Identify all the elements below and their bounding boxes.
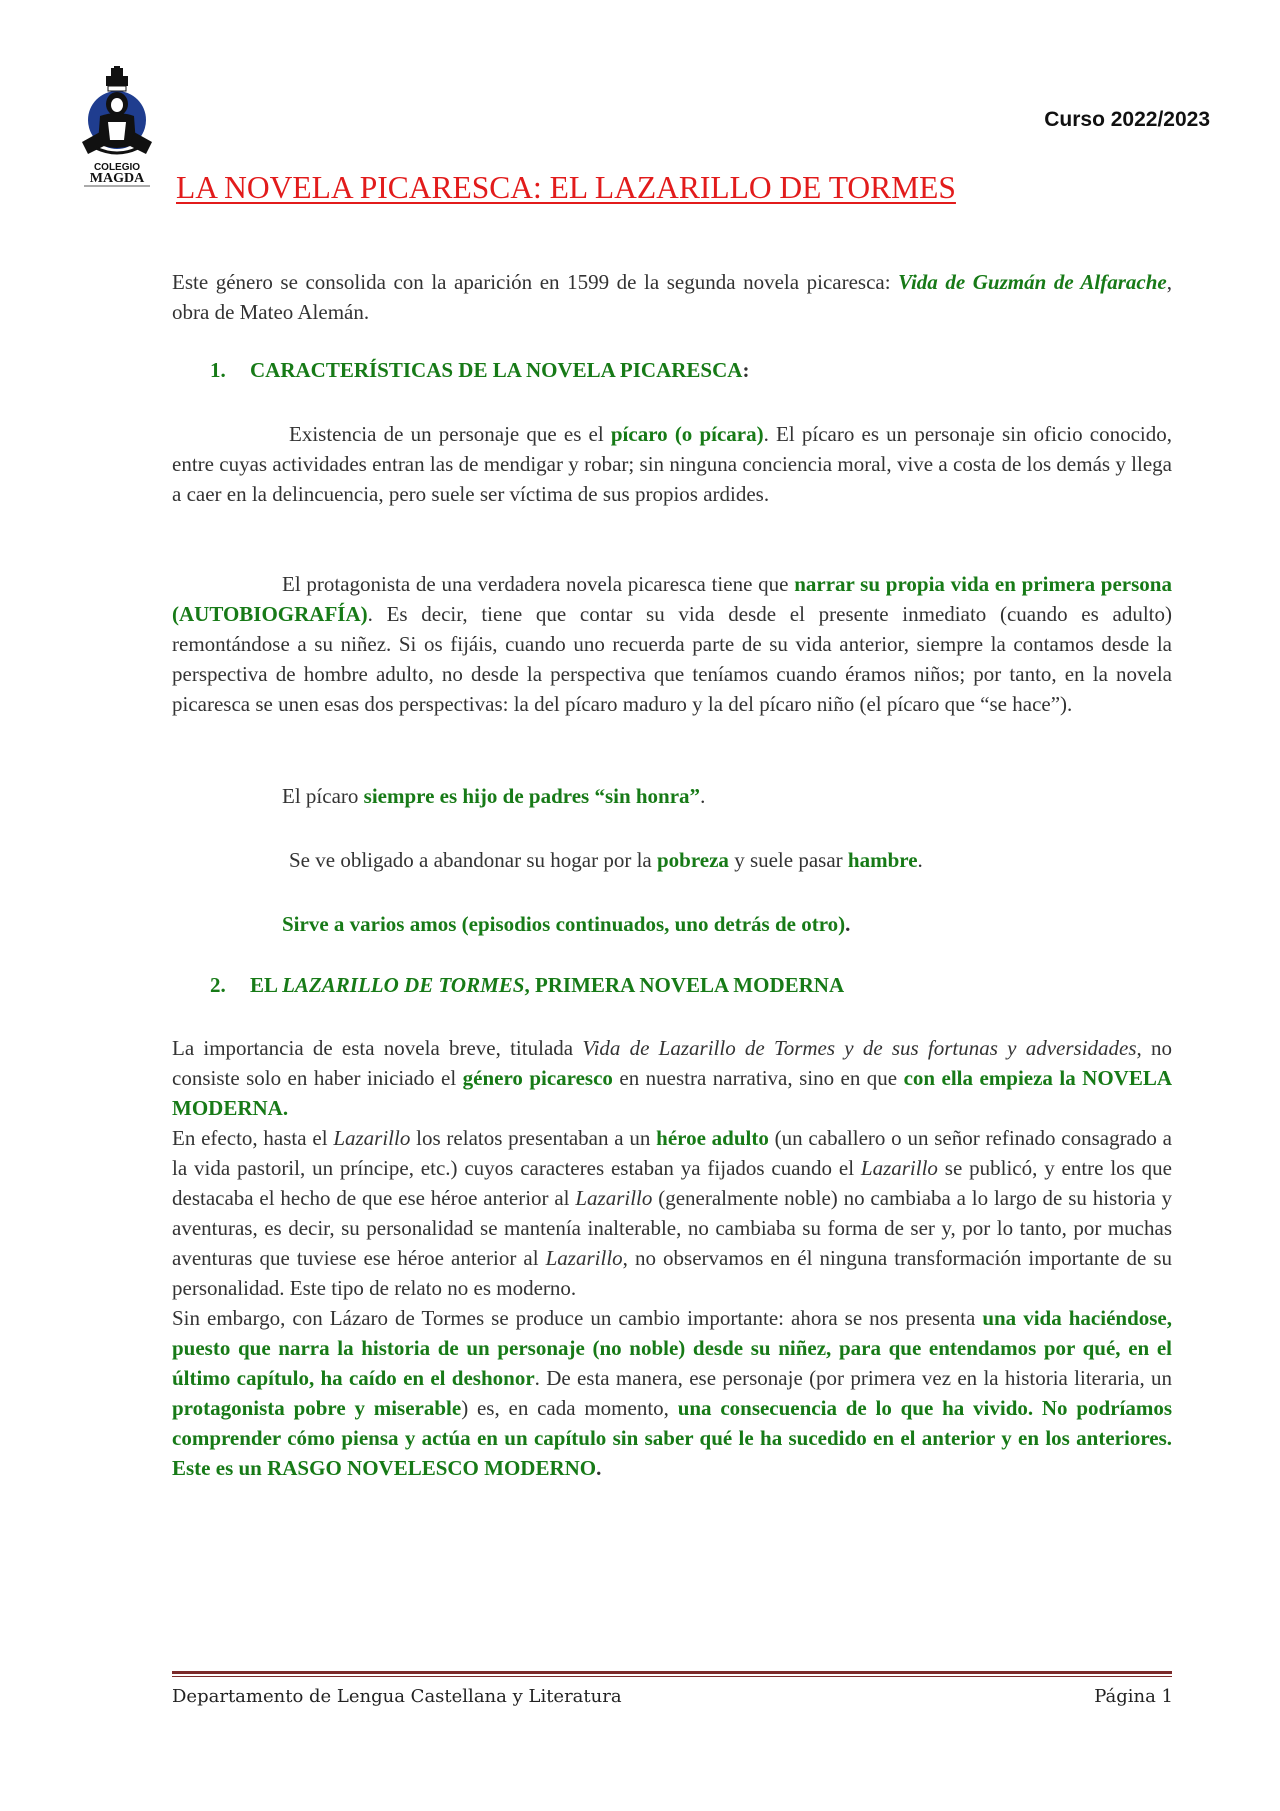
intro-paragraph xyxy=(172,267,1172,327)
section-1-paragraph-3 xyxy=(172,781,1172,811)
page-title: LA NOVELA PICARESCA: EL LAZARILLO DE TORMES xyxy=(176,170,956,205)
section-2-title-post: , PRIMERA NOVELA MODERNA xyxy=(524,973,845,997)
footer-rule-thin xyxy=(172,1676,1172,1677)
s1p2-text-2: . Es decir, tiene que contar su vida desde el presente inmediato (cuando es adulto) remontándose a su niñez. Si os fijáis, cuando uno recuerda parte de su vida anterior, siempre la contamos desde la perspectiva de hombre adulto, no desde la perspectiva que teníamos cuando éramos niños; por tanto, en la novela picaresca se unen esas dos perspectivas: la del pícaro maduro y la del pícaro niño (el pícaro que “se hace”). xyxy=(172,602,1172,716)
section-1-paragraph-4 xyxy=(172,845,1172,875)
section-1-paragraph-5 xyxy=(172,909,1172,939)
s1p3-highlight-sin-honra: siempre es hijo de padres “sin honra” xyxy=(363,784,701,808)
s2p2-lazarillo-1: Lazarillo xyxy=(333,1126,411,1150)
s1p1-text-2: . El pícaro es un personaje sin oficio conocido, entre cuyas actividades entran las de mendigar y robar; sin ninguna conciencia moral, vive a costa de los demás y llega a caer en la delincuencia, pero suele ser víctima de sus propios ardides. xyxy=(172,422,1172,506)
s2p3-text-4: . xyxy=(596,1456,602,1480)
s2p3-text-3: ) es, en cada momento, xyxy=(461,1396,678,1420)
section-1-title: CARACTERÍSTICAS DE LA NOVELA PICARESCA xyxy=(250,358,743,382)
s2p1-highlight-genero: género picaresco xyxy=(462,1066,613,1090)
s2p2-lazarillo-3: Lazarillo xyxy=(575,1186,653,1210)
s1p2-highlight-autobiografia: narrar su propia vida en primera persona (AUTOBIOGRAFÍA) xyxy=(172,572,1172,626)
intro-text-2: , obra de Mateo Alemán. xyxy=(172,270,1172,324)
section-2-title-pre: EL xyxy=(250,973,283,997)
s1p4-highlight-pobreza: pobreza xyxy=(656,848,729,872)
s1p4-text-1: Se ve obligado a abandonar su hogar por la xyxy=(289,848,657,872)
work-title-guzman: Vida de Guzmán de Alfarache xyxy=(898,270,1167,294)
school-logo xyxy=(78,66,156,188)
s2p2-text-4: se publicó, y entre los que destacaba el hecho de que ese héroe anterior al xyxy=(172,1156,1173,1210)
s2p2-text-5: (generalmente noble) no cambiaba a lo largo de su historia y aventuras, es decir, su personalidad se mantenía inalterable, no cambiaba su forma de ser y, por lo tanto, por muchas aventuras que tuviese ese héroe anterior al xyxy=(172,1186,1172,1270)
section-2-heading xyxy=(210,973,844,998)
section-1-paragraph-1 xyxy=(172,419,1172,509)
s2p2-highlight-heroe: héroe adulto xyxy=(656,1126,769,1150)
s1p4-text-2: y suele pasar xyxy=(728,848,848,872)
s1p1-highlight-picaro: pícaro (o pícara) xyxy=(610,422,764,446)
intro-text-1: Este género se consolida con la aparición en 1599 de la segunda novela picaresca: xyxy=(172,270,899,294)
logo-text-magda: MAGDA xyxy=(89,171,145,186)
s2p1-highlight-novela-moderna: con ella empieza la NOVELA MODERNA. xyxy=(172,1066,1173,1120)
s2p2-text-6: , no observamos en él ninguna transformación importante de su personalidad. Este tipo de relato no es moderno. xyxy=(172,1246,1173,1300)
footer-rule-thick xyxy=(172,1671,1172,1674)
section-1-number: 1. xyxy=(210,358,226,382)
course-year: Curso 2022/2023 xyxy=(1044,108,1210,131)
footer-page-number: Página 1 xyxy=(1094,1686,1173,1707)
section-1-paragraph-2 xyxy=(172,569,1172,719)
s2p1-text-2: , no consiste solo en haber iniciado el xyxy=(172,1036,1173,1090)
s1p2-text-1: El protagonista de una verdadera novela picaresca tiene que xyxy=(282,572,795,596)
section-2-title-italic: LAZARILLO DE TORMES xyxy=(282,973,525,997)
s2p1-text-3: en nuestra narrativa, sino en que xyxy=(612,1066,904,1090)
s2p3-highlight-rasgo: una consecuencia de lo que ha vivido. No podríamos comprender cómo piensa y actúa en un capítulo sin saber qué le ha sucedido en el anterior y en los anteriores. Este es un RASGO NOVELESCO MODERNO xyxy=(172,1396,1173,1480)
s2p3-highlight-protagonista: protagonista pobre y miserable xyxy=(172,1396,462,1420)
section-1-heading xyxy=(210,358,749,383)
s2p1-text-1: La importancia de esta novela breve, titulada xyxy=(172,1036,583,1060)
s2p2-text-3: (un caballero o un señor refinado consagrado a la vida pastoril, un príncipe, etc.) cuyos caracteres estaban ya fijados cuando el xyxy=(172,1126,1172,1180)
s2p3-text-1: Sin embargo, con Lázaro de Tormes se produce un cambio importante: ahora se nos presenta xyxy=(172,1306,983,1330)
footer-department: Departamento de Lengua Castellana y Literatura xyxy=(172,1686,622,1707)
s2p3-text-2: . De esta manera, ese personaje (por primera vez en la historia literaria, un xyxy=(534,1366,1172,1390)
s2p2-lazarillo-4: Lazarillo xyxy=(545,1246,623,1270)
s1p3-text-2: . xyxy=(700,784,706,808)
s2p3-highlight-vida: una vida haciéndose, puesto que narra la historia de un personaje (no noble) desde su niñez, para que entendamos por qué, en el último capítulo, ha caído en el deshonor xyxy=(172,1306,1172,1390)
section-2-paragraphs xyxy=(172,1033,1172,1483)
s1p3-text-1: El pícaro xyxy=(282,784,364,808)
s2p2-text-2: los relatos presentaban a un xyxy=(410,1126,657,1150)
logo-text-colegio: COLEGIO xyxy=(93,162,141,173)
section-2-number: 2. xyxy=(210,973,226,997)
s1p5-highlight-amos: Sirve a varios amos (episodios continuados, uno detrás de otro) xyxy=(282,912,846,936)
s2p1-book-title: Vida de Lazarillo de Tormes y de sus fortunas y adversidades xyxy=(582,1036,1137,1060)
s2p2-lazarillo-2: Lazarillo xyxy=(860,1156,938,1180)
s1p5-text-1: . xyxy=(845,912,851,936)
s2p2-text-1: En efecto, hasta el xyxy=(172,1126,334,1150)
section-1-colon: : xyxy=(742,358,750,382)
s1p4-highlight-hambre: hambre xyxy=(847,848,918,872)
s1p4-text-3: . xyxy=(917,848,923,872)
s1p1-text-1: Existencia de un personaje que es el xyxy=(289,422,611,446)
